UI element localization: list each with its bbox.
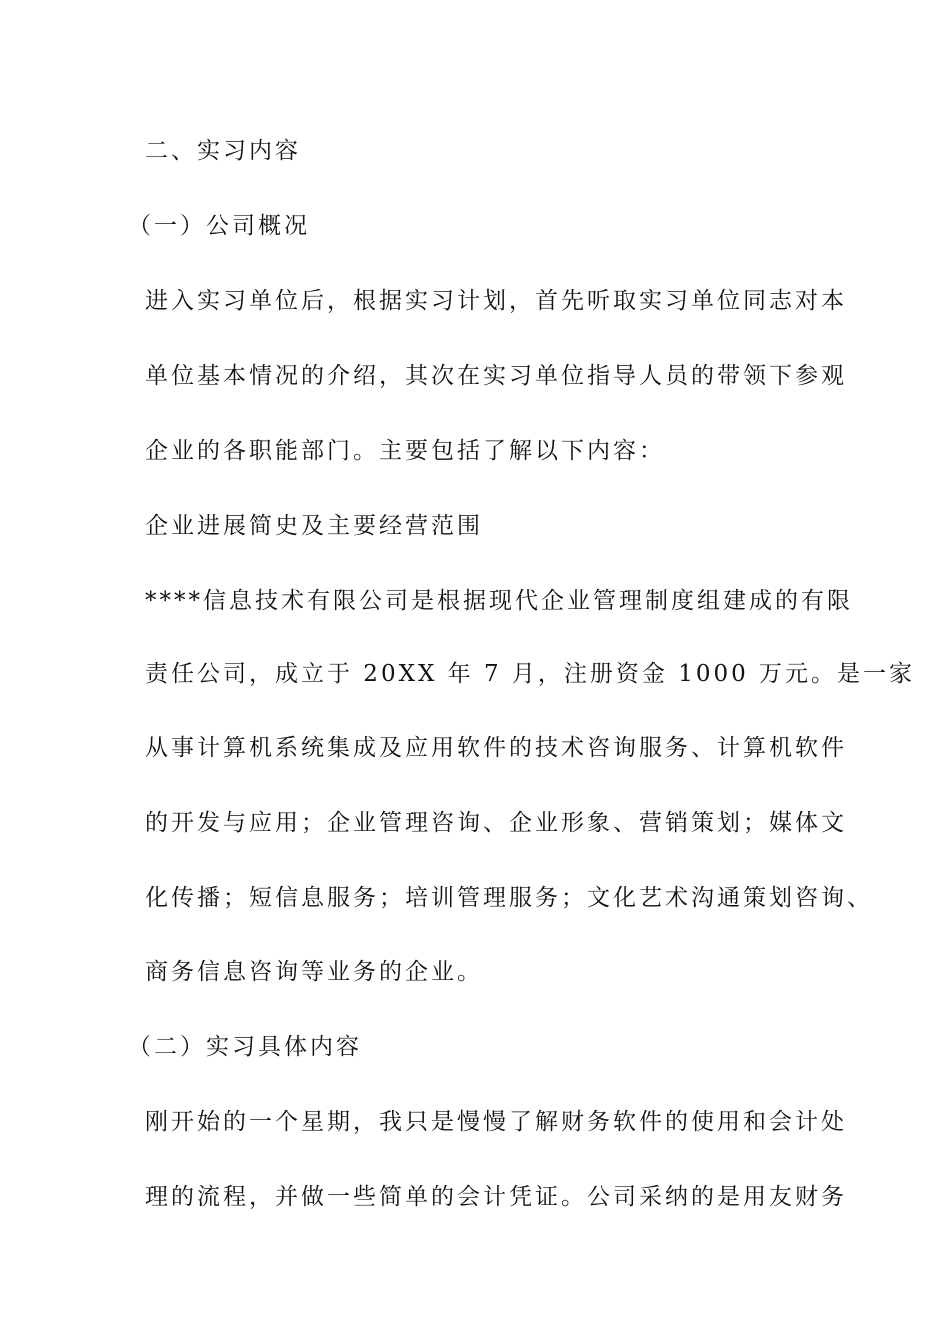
subsection-heading-internship-details: （二）实习具体内容 — [128, 1034, 362, 1060]
paragraph-line: 从事计算机系统集成及应用软件的技术咨询服务、计算机软件 — [145, 735, 847, 761]
subsection-heading-company-overview: （一）公司概况 — [128, 213, 310, 239]
paragraph-line: 理的流程，并做一些简单的会计凭证。公司采纳的是用友财务 — [145, 1184, 847, 1210]
paragraph-line: 化传播；短信息服务；培训管理服务；文化艺术沟通策划咨询、 — [145, 885, 873, 911]
paragraph-line: 的开发与应用；企业管理咨询、企业形象、营销策划；媒体文 — [145, 810, 847, 836]
topic-line: 企业进展简史及主要经营范围 — [145, 513, 483, 539]
paragraph-line: 单位基本情况的介绍，其次在实习单位指导人员的带领下参观 — [145, 363, 847, 389]
paragraph-line: 责任公司，成立于 20XX 年 7 月，注册资金 1000 万元。是一家 — [145, 661, 916, 687]
paragraph-line: ****信息技术有限公司是根据现代企业管理制度组建成的有限 — [145, 588, 853, 614]
paragraph-line: 商务信息咨询等业务的企业。 — [145, 959, 483, 985]
paragraph-line: 企业的各职能部门。主要包括了解以下内容： — [145, 438, 665, 464]
paragraph-line: 进入实习单位后，根据实习计划，首先听取实习单位同志对本 — [145, 288, 847, 314]
section-heading: 二、实习内容 — [145, 138, 301, 164]
paragraph-line: 刚开始的一个星期，我只是慢慢了解财务软件的使用和会计处 — [145, 1109, 847, 1135]
